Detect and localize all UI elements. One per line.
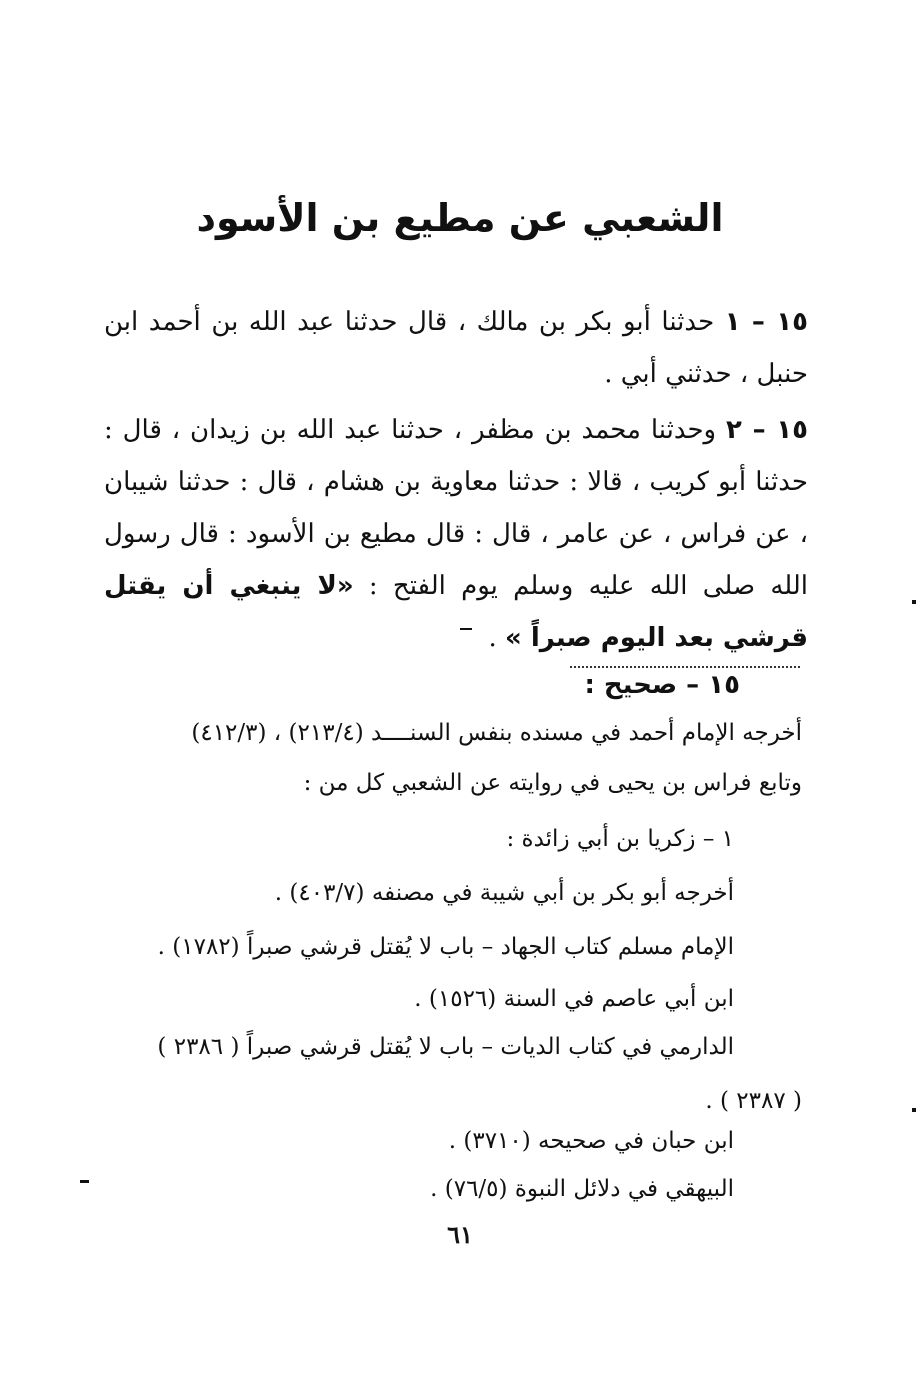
takhrij-line: أخرجه الإمام أحمد في مسنده بنفس السنــــد (٢١٣/٤) ، (٤١٢/٣) (191, 720, 802, 746)
chapter-title: الشعبي عن مطيع بن الأسود (196, 196, 724, 240)
takhrij-line: البيهقي في دلائل النبوة (٧٦/٥) . (430, 1176, 734, 1202)
dotted-separator (570, 666, 800, 668)
hadith-2-quote: «لا ينبغي أن يقتل قرشي بعد اليوم صبراً » (104, 571, 808, 653)
scan-mark (912, 1108, 916, 1112)
hadith-1-number: ١٥ – ١ (724, 307, 808, 337)
scan-mark (912, 600, 916, 604)
hadith-1-text: حدثنا أبو بكر بن مالك ، قال حدثنا عبد الله بن أحمد ابن حنبل ، حدثني أبي . (104, 307, 808, 389)
takhrij-heading: ١٥ – صحيح : (584, 670, 740, 700)
hadith-2 (104, 404, 808, 664)
takhrij-line: الإمام مسلم كتاب الجهاد – باب لا يُقتل قرشي صبراً (١٧٨٢) . (157, 934, 734, 960)
scan-mark (460, 628, 472, 630)
hadith-1 (104, 296, 808, 400)
scan-mark (80, 1180, 89, 1183)
takhrij-line: وتابع فراس بن يحيى في روايته عن الشعبي كل من : (303, 770, 802, 796)
hadith-2-text: وحدثنا محمد بن مظفر ، حدثنا عبد الله بن زيدان ، قال : حدثنا أبو كريب ، قالا : حدثنا معاوية بن هشام ، قال : حدثنا شيبان ، عن فراس ، عن عامر ، قال : قال مطيع بن الأسود : قال رسول الله صلى الله عليه وسلم يوم الفتح : (104, 415, 809, 601)
takhrij-line: ابن أبي عاصم في السنة (١٥٢٦) . (414, 986, 734, 1012)
takhrij-line: الدارمي في كتاب الديات – باب لا يُقتل قرشي صبراً ( ٢٣٨٦ ) (157, 1034, 734, 1060)
takhrij-line: ( ٢٣٨٧ ) . (705, 1088, 802, 1114)
page-number: ٦١ (447, 1220, 473, 1249)
hadith-2-number: ١٥ – ٢ (726, 415, 808, 445)
takhrij-line: ابن حبان في صحيحه (٣٧١٠) . (448, 1128, 734, 1154)
takhrij-line: ١ – زكريا بن أبي زائدة : (506, 826, 734, 852)
takhrij-line: أخرجه أبو بكر بن أبي شيبة في مصنفه (٤٠٣/٧) . (274, 880, 734, 906)
hadith-2-end: . (488, 623, 505, 653)
